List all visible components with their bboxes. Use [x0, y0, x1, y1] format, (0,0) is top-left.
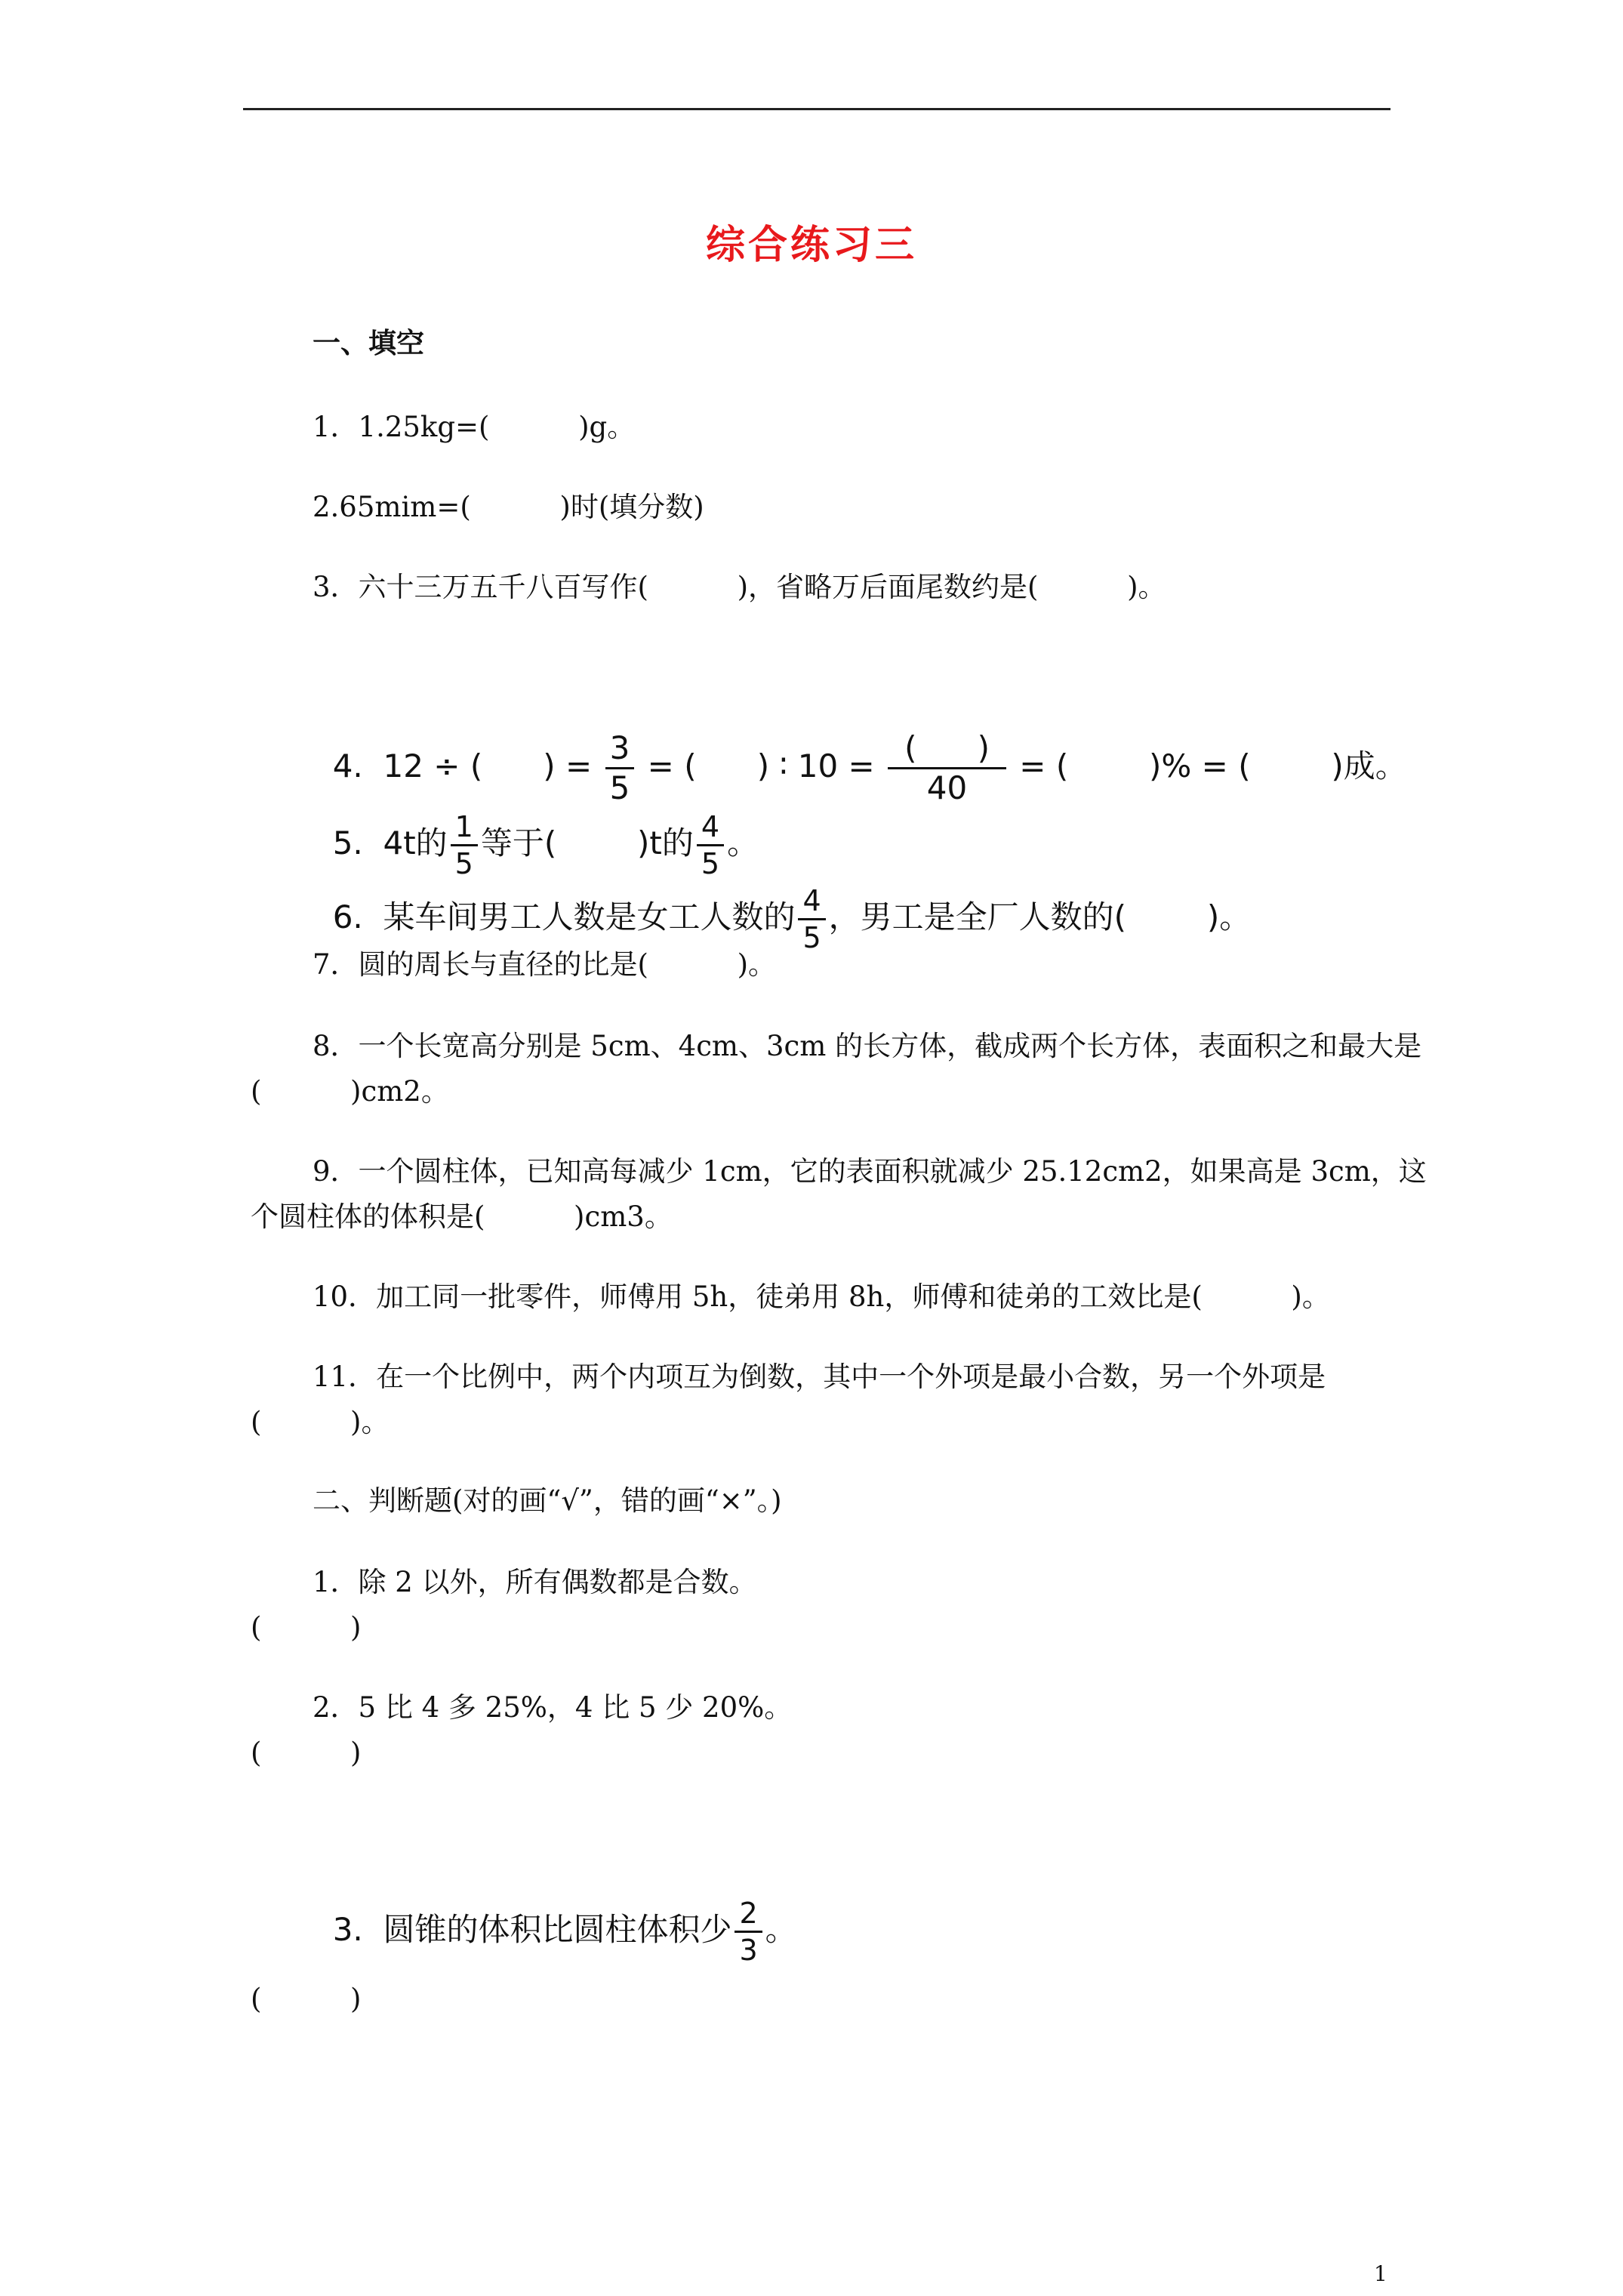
question-6 [313, 815, 1251, 952]
question-8-line-2: ( )cm2。 [251, 1075, 449, 1108]
question-9-line-1: 9．一个圆柱体，已知高每减少 1cm，它的表面积就减少 25.12cm2，如果高是 3cm，这 [313, 1155, 1427, 1188]
tf-answer-1: ( ) [251, 1611, 362, 1644]
fraction-2-3: $\frac{2}{3}$ [735, 1899, 762, 1965]
question-1: 1．1.25kg=( )g。 [313, 411, 636, 443]
question-5-part-a: 5. 4t的 [332, 824, 448, 861]
question-5-part-b: 等于( )t的 [480, 824, 694, 861]
tf-answer-2: ( ) [251, 1737, 362, 1769]
tf-question-3-part-a: 3. 圆锥的体积比圆柱体积少 [332, 1911, 732, 1948]
question-7: 7．圆的周长与直径的比是( )。 [313, 948, 777, 981]
question-11-line-1: 11．在一个比例中，两个内项互为倒数，其中一个外项是最小合数，另一个外项是 [313, 1361, 1326, 1393]
fraction-4-5: $\frac{4}{5}$ [798, 886, 825, 952]
tf-question-3 [313, 1817, 797, 1968]
fraction-blank-40: $\frac{( )}{40}$ [888, 732, 1006, 804]
section-heading-true-false: 二、判断题(对的画“√”，错的画“×”。) [313, 1484, 782, 1517]
header-rule [243, 108, 1390, 110]
question-11-line-2: ( )。 [251, 1406, 390, 1438]
fraction-4-5: $\frac{4}{5}$ [697, 812, 724, 878]
question-4-part-a: 4. 12 ÷ ( ) = [332, 747, 602, 784]
fraction-3-5: $\frac{3}{5}$ [605, 732, 635, 804]
question-4-part-c: = ( )% = ( )成。 [1009, 747, 1407, 784]
page-number: 1 [1374, 2261, 1387, 2286]
question-10: 10．加工同一批零件，师傅用 5h，徒弟用 8h，师傅和徒弟的工效比是( )。 [313, 1281, 1330, 1313]
tf-answer-3: ( ) [251, 1983, 362, 2015]
page-title: 综合练习三 [705, 222, 917, 268]
question-9-line-2: 个圆柱体的体积是( )cm3。 [251, 1200, 673, 1233]
question-3: 3．六十三万五千八百写作( )，省略万后面尾数约是( )。 [313, 571, 1166, 603]
section-heading-fill-in: 一、填空 [313, 326, 424, 359]
question-5-part-c: 。 [727, 824, 759, 861]
tf-question-2: 2．5 比 4 多 25%，4 比 5 少 20%。 [313, 1691, 793, 1724]
fraction-1-5: $\frac{1}{5}$ [451, 812, 478, 878]
question-6-part-a: 6. 某车间男工人数是女工人数的 [332, 898, 796, 935]
question-4-part-b: = ( ) ∶ 10 = [637, 747, 885, 784]
tf-question-1: 1．除 2 以外，所有偶数都是合数。 [313, 1566, 757, 1598]
tf-question-3-part-b: 。 [765, 1911, 797, 1948]
question-2: 2.65mim=( )时(填分数) [313, 491, 704, 523]
question-8-line-1: 8．一个长宽高分别是 5cm、4cm、3cm 的长方体，截成两个长方体，表面积之和最大是 [313, 1030, 1422, 1062]
question-6-part-b: ，男工是全厂人数的( )。 [828, 898, 1252, 935]
